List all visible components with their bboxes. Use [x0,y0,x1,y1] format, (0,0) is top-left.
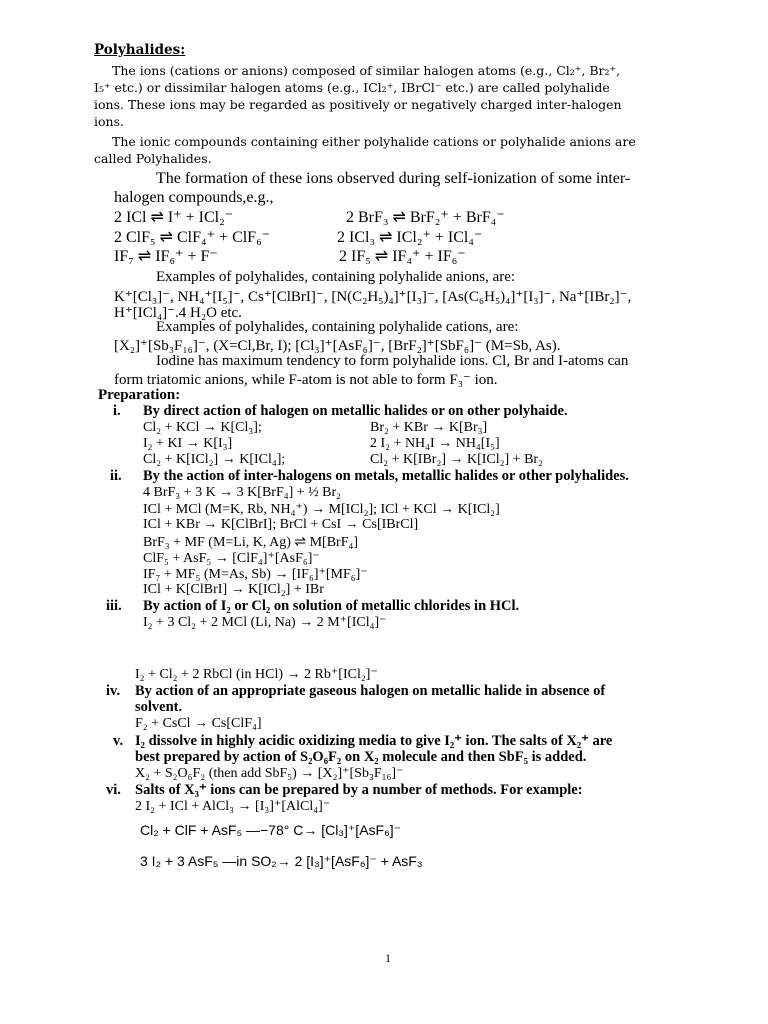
sec-i-row-3-right: Cl₂ + K[IBr₂] → K[ICl₂] + Br₂ [370,452,543,467]
sec-ii-row-4: BrF₃ + MF (M=Li, K, Ag) ⇌ M[BrF₄] [143,535,359,550]
reaction-3-right: 2 IF₅ ⇌ IF₄⁺ + IF₆⁻ [339,248,466,265]
sec-iii-text: By action of I₂ or Cl₂ on solution of metallic chlorides in HCl. [143,598,520,614]
sec-vi-row-2: Cl₂ + ClF + AsF₅ —−78° C→ [Cl₃]⁺[AsF₆]⁻ [140,822,402,838]
sec-ii-text: By the action of inter-halogens on metals, metallic halides or other polyhalides. [143,468,629,484]
cations-heading: Examples of polyhalides, containing polyhalide cations, are: [156,319,519,335]
sec-vi-num: vi. [106,782,121,798]
reaction-2-left: 2 ClF₅ ⇌ ClF₄⁺ + ClF₆⁻ [114,229,271,246]
anions-line-2: H⁺[ICl₄]⁻.4 H₂O etc. [114,305,242,321]
anions-line-1: K⁺[Cl₃]⁻, NH₄⁺[I₅]⁻, Cs⁺[ClBrI]⁻, [N(C₂H₅)₄]⁺[I₃]⁻, [As(C₆H₅)₄]⁺[I₃]⁻, Na⁺[IBr₂]⁻, [114,289,632,305]
reaction-3-left: IF₇ ⇌ IF₆⁺ + F⁻ [114,248,218,265]
intro-line-2: I₅⁺ etc.) or dissimilar halogen atoms (e.g., ICl₂⁺, IBrCl⁻ etc.) are called polyhalide [94,80,610,95]
sec-iv-row: F₂ + CsCl → Cs[ClF₄] [135,716,262,731]
iodine-line-1: Iodine has maximum tendency to form polyhalide ions. Cl, Br and I-atoms can [156,353,629,369]
sec-i-row-2-left: I₂ + KI → K[I₃] [143,436,233,451]
sec-i-row-1-right: Br₂ + KBr → K[Br₃] [370,420,488,435]
preparation-heading: Preparation: [98,387,181,403]
sec-iv-text-1: By action of an appropriate gaseous halogen on metallic halide in absence of [135,683,606,699]
sec-vi-row-1: 2 I₂ + ICl + AlCl₃ → [I₃]⁺[AlCl₄]⁻ [135,799,331,814]
sec-ii-row-6: IF₇ + MF₅ (M=As, Sb) → [IF₆]⁺[MF₆]⁻ [143,567,368,582]
sec-vi-row-3: 3 I₂ + 3 AsF₅ —in SO₂→ 2 [I₃]⁺[AsF₆]⁻ + AsF₃ [140,853,423,869]
sec-ii-row-7: ICl + K[ClBrI] → K[ICl₂] + IBr [143,582,324,597]
sec-ii-row-5: ClF₅ + AsF₅ → [ClF₄]⁺[AsF₆]⁻ [143,551,320,566]
section-title: Polyhalides: [94,42,186,58]
sec-v-text-1: I₂ dissolve in highly acidic oxidizing media to give I₂⁺ ion. The salts of X₂⁺ are [135,733,613,749]
sec-iii-row-1: I₂ + 3 Cl₂ + 2 MCl (Li, Na) → 2 M⁺[ICl₄]⁻ [143,615,387,630]
intro-line-3: ions. These ions may be regarded as positively or negatively charged inter-halogen [94,97,622,112]
sec-i-row-3-left: Cl₂ + K[ICl₂] → K[ICl₄]; [143,452,286,467]
formation-line-2: halogen compounds,e.g., [114,189,274,206]
sec-i-row-1-left: Cl₂ + KCl → K[Cl₃]; [143,420,262,435]
sec-ii-num: ii. [110,468,122,484]
sec-iv-num: iv. [106,683,121,699]
iodine-line-2: form triatomic anions, while F-atom is not able to form F₃⁻ ion. [114,372,498,388]
intro-line-1: The ions (cations or anions) composed of similar halogen atoms (e.g., Cl₂⁺, Br₂⁺, [112,63,621,78]
formation-line-1: The formation of these ions observed during self-ionization of some inter- [156,170,631,187]
intro-line-4: ions. [94,114,124,129]
sec-ii-row-3: ICl + KBr → K[ClBrI]; BrCl + CsI → Cs[IBrCl] [143,517,419,532]
intro-line-5: The ionic compounds containing either polyhalide cations or polyhalide anions are [112,134,636,149]
sec-iv-text-2: solvent. [135,699,183,715]
anions-heading: Examples of polyhalides, containing polyhalide anions, are: [156,269,516,285]
sec-i-num: i. [113,403,121,419]
sec-v-text-2: best prepared by action of S₂O₆F₂ on X₂ molecule and then SbF₅ is added. [135,749,587,765]
page-number: 1 [385,951,391,965]
reaction-1-left: 2 ICl ⇌ I⁺ + ICl₂⁻ [114,209,234,226]
sec-i-row-2-right: 2 I₂ + NH₄I → NH₄[I₅] [370,436,500,451]
sec-v-row: X₂ + S₂O₆F₂ (then add SbF₅) → [X₂]⁺[Sb₃F₁₆]⁻ [135,766,404,781]
sec-iii-row-2: I₂ + Cl₂ + 2 RbCl (in HCl) → 2 Rb⁺[ICl₂]⁻ [135,667,378,682]
sec-iii-num: iii. [106,598,122,614]
sec-ii-row-1: 4 BrF₃ + 3 K → 3 K[BrF₄] + ½ Br₂ [143,485,342,500]
sec-i-text: By direct action of halogen on metallic halides or on other polyhaide. [143,403,568,419]
reaction-1-right: 2 BrF₃ ⇌ BrF₂⁺ + BrF₄⁻ [346,209,505,226]
sec-ii-row-2: ICl + MCl (M=K, Rb, NH₄⁺) → M[ICl₂]; ICl + KCl → K[ICl₂] [143,502,500,517]
intro-line-6: called Polyhalides. [94,151,212,166]
sec-vi-text: Salts of X₃⁺ ions can be prepared by a number of methods. For example: [135,782,583,798]
sec-v-num: v. [113,733,124,749]
cations-line: [X₂]⁺[Sb₃F₁₆]⁻, (X=Cl,Br, I); [Cl₃]⁺[AsF₆]⁻, [BrF₂]⁺[SbF₆]⁻ (M=Sb, As). [114,338,561,354]
reaction-2-right: 2 ICl₃ ⇌ ICl₂⁺ + ICl₄⁻ [337,229,483,246]
